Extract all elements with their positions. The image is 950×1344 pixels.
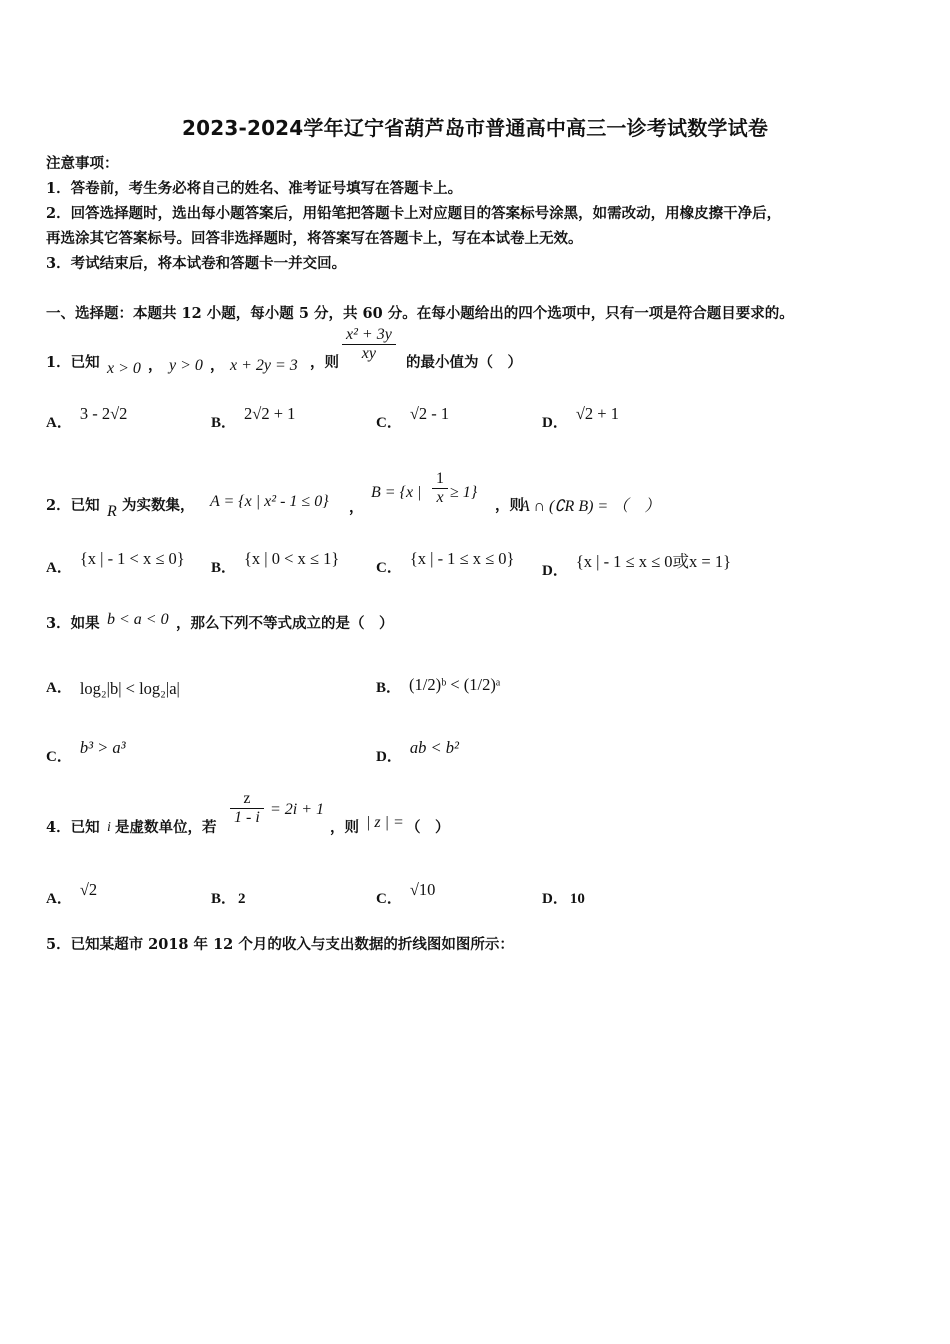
question-5: 5．已知某超市 2018 年 12 个月的收入与支出数据的折线图如图所示： <box>46 936 514 953</box>
option-value: 2√2 + 1 <box>244 404 296 423</box>
q4-then: ，则 <box>330 819 359 836</box>
option-value: 2 <box>238 891 246 907</box>
q3-option-a[interactable] <box>46 676 180 697</box>
q2-set-b-fraction <box>432 470 448 507</box>
q2-option-c[interactable] <box>376 549 515 577</box>
notice-item-3: 3．考试结束后，将本试卷和答题卡一并交回。 <box>46 255 347 272</box>
q1-sep-2: ， <box>210 357 225 374</box>
option-value: {x | - 1 < x ≤ 0} <box>79 549 185 568</box>
q4-equation: = 2i + 1 <box>270 801 325 818</box>
q3-suffix: ，那么下列不等式成立的是（ ） <box>176 615 394 632</box>
q3-option-d[interactable] <box>376 738 459 766</box>
option-label: D． <box>542 891 568 907</box>
q3-option-b[interactable] <box>376 676 500 697</box>
option-label: C． <box>376 560 402 576</box>
option-value: ab < b² <box>409 738 459 757</box>
q1-option-a[interactable] <box>46 404 128 432</box>
q4-option-b[interactable] <box>211 887 246 908</box>
q2-set-b-close: ≥ 1} <box>450 484 478 501</box>
q2-set-a: A = {x | x² - 1 ≤ 0} <box>210 493 329 510</box>
option-value: √2 <box>79 880 98 899</box>
option-value: (1/2)ᵇ < (1/2)ᵃ <box>409 675 501 694</box>
q1-cond-sum: x + 2y = 3 <box>230 357 298 374</box>
q4-option-d[interactable] <box>542 887 585 908</box>
q4-option-c[interactable] <box>376 880 436 908</box>
option-label: D． <box>376 749 402 765</box>
q1-suffix: 的最小值为（ ） <box>406 354 522 371</box>
q2-prefix: 2．已知 <box>46 497 100 514</box>
q1-prefix: 1．已知 <box>46 354 100 371</box>
option-label: A． <box>46 680 72 696</box>
q1-numerator: x² + 3y <box>342 326 396 345</box>
q1-cond-x: x > 0 <box>107 360 141 377</box>
q2-expression: A ∩ (∁R B) = （ ） <box>520 498 661 515</box>
q3-condition: b < a < 0 <box>107 611 169 628</box>
q1-denominator: xy <box>361 345 376 362</box>
option-label: B． <box>376 680 402 696</box>
option-value: log₂|b| < log₂|a| <box>79 679 180 698</box>
q2-set-r: R <box>107 503 117 520</box>
option-label: B． <box>211 415 237 431</box>
option-label: D． <box>542 563 568 579</box>
q1-option-b[interactable] <box>211 404 296 432</box>
option-value: {x | - 1 ≤ x ≤ 0} <box>409 549 515 568</box>
q1-fraction <box>342 326 396 363</box>
section-heading: 一、选择题：本题共 12 小题，每小题 5 分，共 60 分。在每小题给出的四个选项中，只有一项是符合题目要求的。 <box>46 305 794 322</box>
option-label: D． <box>542 415 568 431</box>
q2-option-d[interactable] <box>542 552 732 580</box>
q4-denominator: 1 - i <box>234 809 260 826</box>
q1-sep-1: ， <box>148 357 163 374</box>
q2-set-b-open: B = {x | <box>371 484 422 501</box>
q1-option-d[interactable] <box>542 404 619 432</box>
notice-item-2: 2．回答选择题时，选出每小题答案后，用铅笔把答题卡上对应题目的答案标号涂黑，如需改动，用橡皮擦干净后， <box>46 205 782 222</box>
option-label: C． <box>376 891 402 907</box>
q2-option-b[interactable] <box>211 549 340 577</box>
option-value: √2 + 1 <box>575 404 619 423</box>
q1-option-c[interactable] <box>376 404 450 432</box>
option-label: A． <box>46 560 72 576</box>
option-value: √2 - 1 <box>409 404 450 423</box>
q2-comma: ， <box>349 499 364 516</box>
q4-modulus: | z | = <box>366 814 404 831</box>
option-value: {x | - 1 ≤ x ≤ 0或x = 1} <box>575 552 732 571</box>
q4-suffix: （ ） <box>406 819 450 836</box>
q1-cond-y: y > 0 <box>169 357 203 374</box>
q3-option-c[interactable] <box>46 738 126 766</box>
notice-item-2-cont: 再选涂其它答案标号。回答非选择题时，将答案写在答题卡上，写在本试卷上无效。 <box>46 230 583 247</box>
option-label: B． <box>211 891 237 907</box>
option-label: A． <box>46 891 72 907</box>
q4-option-a[interactable] <box>46 880 98 908</box>
q2-option-a[interactable] <box>46 549 185 577</box>
option-value: b³ > a³ <box>79 738 126 757</box>
notice-item-1: 1．答卷前，考生务必将自己的姓名、准考证号填写在答题卡上。 <box>46 180 463 197</box>
q2-text-1: 为实数集， <box>122 497 195 514</box>
option-label: C． <box>46 749 72 765</box>
q4-numerator: z <box>230 790 264 809</box>
option-label: B． <box>211 560 237 576</box>
q3-prefix: 3．如果 <box>46 615 100 632</box>
q1-then: ，则 <box>310 354 339 371</box>
option-label: C． <box>376 415 402 431</box>
notice-heading: 注意事项： <box>46 155 119 172</box>
option-value: √10 <box>409 880 436 899</box>
option-value: 10 <box>569 891 585 907</box>
q4-imag-unit: i <box>107 820 111 835</box>
q2-set-b-numerator: 1 <box>432 470 448 489</box>
q4-fraction <box>230 790 264 827</box>
q4-prefix: 4．已知 <box>46 819 100 836</box>
option-value: 3 - 2√2 <box>79 404 128 423</box>
exam-title: 2023-2024学年辽宁省葫芦岛市普通高中高三一诊考试数学试卷 <box>181 116 769 140</box>
q2-set-b-denominator: x <box>436 489 444 506</box>
option-value: {x | 0 < x ≤ 1} <box>244 549 340 568</box>
option-label: A． <box>46 415 72 431</box>
q2-then: ，则 <box>495 497 524 514</box>
q4-text-1: 是虚数单位，若 <box>115 819 217 836</box>
